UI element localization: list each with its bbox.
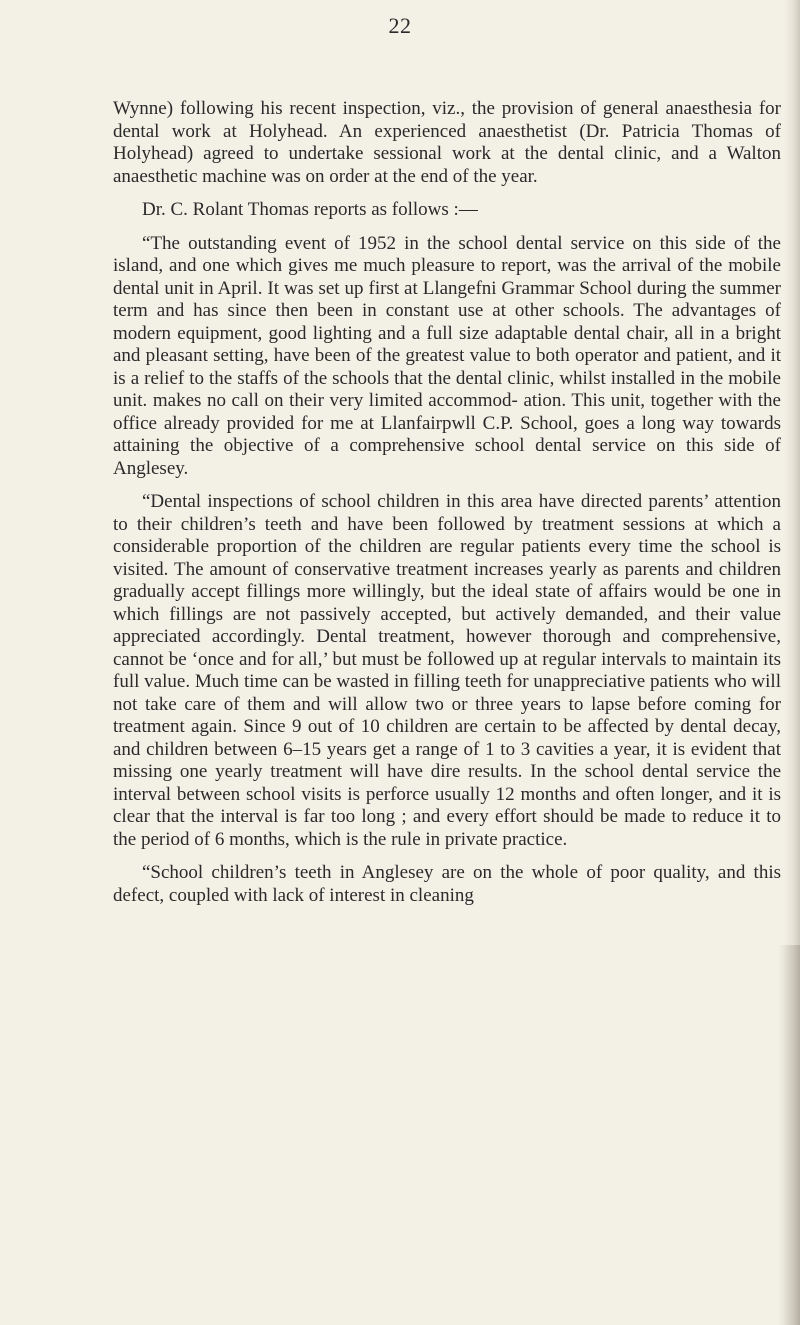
paragraph-mobile-unit: “The outstanding event of 1952 in the school dental service on this side of the island, and one which gives me much pleasure to report, was the arrival of the mobile dental unit in April. It was set up first at Llangefni Grammar School during the summer term and has since then been in constant use at other schools. The advantages of modern equipment, good lighting and a full size adaptable dental chair, all in a bright and pleasant setting, have been of the greatest value to both operator and patient, and it is a relief to the staffs of the schools that the dental clinic, whilst installed in the mobile unit. makes no call on their very limited accommod- ation. This unit, together with the office already provided for me at Llanfairpwll C.P. School, goes a long way towards attaining the objective of a comprehensive school dental service on this side of Anglesey. <box>113 232 781 479</box>
paragraph-dental-inspections: “Dental inspections of school children in this area have directed parents’ attention to their children’s teeth and have been followed by treatment sessions at which a considerable proportion of the children are regular patients every time the school is visited. The amount of conservative treatment increases yearly as parents and children gradually accept fillings more willingly, but the ideal state of affairs would be one in which fillings are not passively accepted, but actively demanded, and their value appreciated accordingly. Dental treatment, however thorough and comprehensive, cannot be ‘once and for all,’ but must be followed up at regular intervals to maintain its full value. Much time can be wasted in filling teeth for unappreciative patients who will not take care of them and will allow two or three years to lapse before coming for treatment again. Since 9 out of 10 children are certain to be affected by dental decay, and children between 6–15 years get a range of 1 to 3 cavities a year, it is evident that missing one yearly treatment will have dire results. In the school dental service the interval between school visits is perforce usually 12 months and often longer, and it is clear that the interval is far too long ; and every effort should be made to reduce it to the period of 6 months, which is the rule in private practice. <box>113 491 781 850</box>
paragraph-anaesthesia: Wynne) following his recent inspection, viz., the provision of general anaesthesia for dental work at Holyhead. An experienced anaesthetist (Dr. Patricia Thomas of Holyhead) agreed to undertake sessional work at the dental clinic, and a Walton anaesthetic machine was on order at the end of the year. <box>113 98 781 187</box>
paragraph-teeth-quality: “School children’s teeth in Anglesey are on the whole of poor quality, and this defect, coupled with lack of interest in cleaning <box>113 862 781 906</box>
page-edge-shadow-bottom <box>778 945 800 1325</box>
body-text <box>113 98 781 907</box>
paragraph-report-intro: Dr. C. Rolant Thomas reports as follows :— <box>142 199 478 220</box>
page-number: 22 <box>388 13 412 38</box>
